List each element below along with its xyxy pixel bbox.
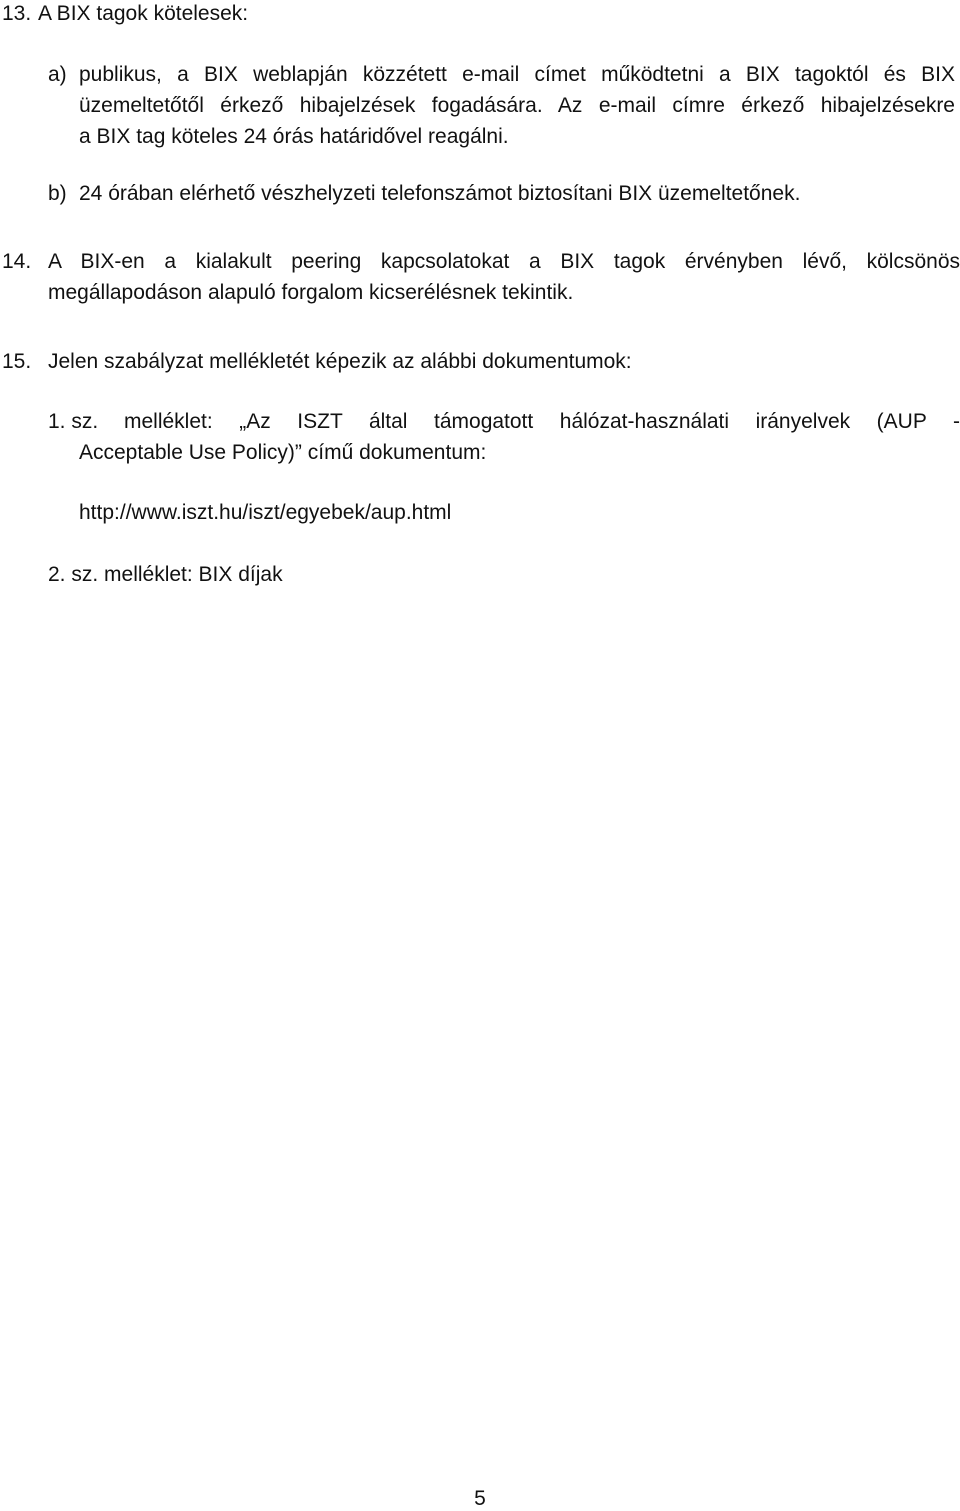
item-b-marker: b) [48, 182, 67, 205]
section-14-number: 14. [2, 250, 32, 273]
annex-2-text: 2. sz. melléklet: BIX díjak [48, 563, 283, 586]
section-14-line-2: megállapodáson alapuló forgalom kicserélésnek tekintik. [48, 281, 574, 304]
section-15-number: 15. [2, 350, 32, 373]
annex-1-line-2: Acceptable Use Policy)” című dokumentum: [79, 441, 487, 464]
annex-1-line-1: melléklet: „Az ISZT által támogatott hálózat-használati irányelvek (AUP - [124, 410, 960, 433]
item-a-marker: a) [48, 63, 67, 86]
item-a-line-1: publikus, a BIX weblapján közzétett e-mail címet működtetni a BIX tagoktól és BIX [79, 63, 955, 86]
page-number: 5 [474, 1487, 486, 1510]
section-13-title: A BIX tagok kötelesek: [38, 2, 249, 25]
annex-1-marker: 1. sz. [48, 410, 99, 433]
section-15-text: Jelen szabályzat mellékletét képezik az alábbi dokumentumok: [48, 350, 632, 373]
section-14-line-1: A BIX-en a kialakult peering kapcsolatokat a BIX tagok érvényben lévő, kölcsönös [48, 250, 960, 273]
item-a-line-3: a BIX tag köteles 24 órás határidővel reagálni. [79, 125, 509, 148]
item-b-text: 24 órában elérhető vészhelyzeti telefonszámot biztosítani BIX üzemeltetőnek. [79, 182, 801, 205]
section-13-number: 13. [2, 2, 32, 25]
annex-1-url[interactable]: http://www.iszt.hu/iszt/egyebek/aup.html [79, 501, 452, 524]
item-a-line-2: üzemeltetőtől érkező hibajelzések fogadására. Az e-mail címre érkező hibajelzésekre [79, 94, 955, 117]
